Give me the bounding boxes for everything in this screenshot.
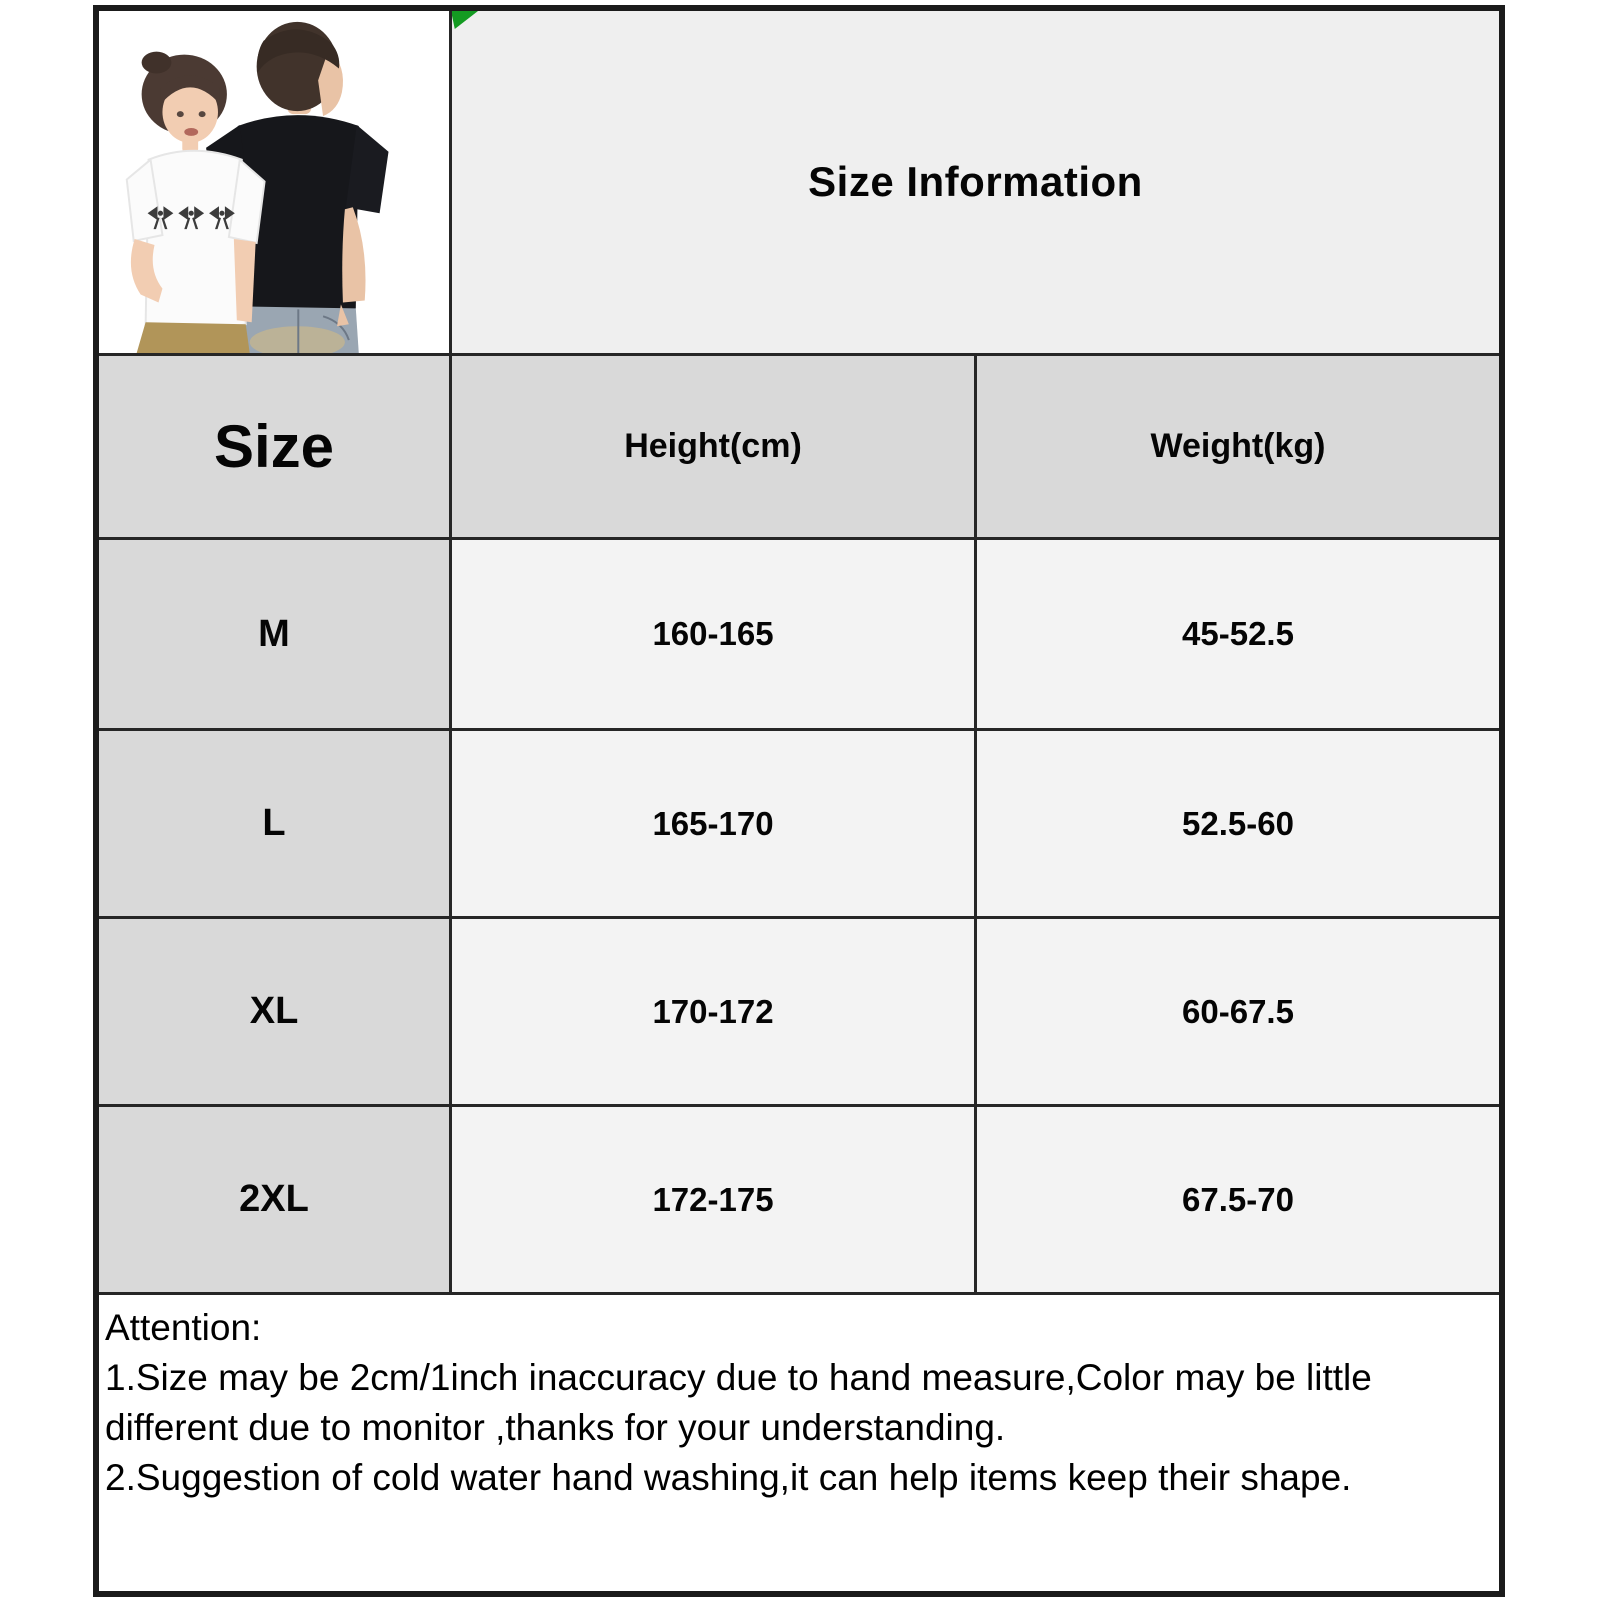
attention-note-2: 2.Suggestion of cold water hand washing,it can help items keep their shape. [105,1457,1352,1498]
attention-note-1: 1.Size may be 2cm/1inch inaccuracy due to hand measure,Color may be little different due to monitor ,thanks for your understanding. [105,1357,1372,1448]
row-xl-size-label: XL [99,919,452,1107]
attention-title: Attention: [105,1307,262,1348]
column-header-height: Height(cm) [452,356,977,540]
corner-marker-icon [452,11,478,29]
column-header-weight: Weight(kg) [977,356,1499,540]
column-header-size: Size [99,356,452,540]
row-2xl-height-value: 172-175 [452,1107,977,1295]
row-2xl-size-label: 2XL [99,1107,452,1295]
size-information-header [452,11,1499,356]
product-photo [99,11,452,356]
row-xl-height-value: 170-172 [452,919,977,1107]
row-2xl-weight-value: 67.5-70 [977,1107,1499,1295]
page-title: Size Information [808,158,1143,205]
attention-section [99,1295,1499,1591]
row-m-height-value: 160-165 [452,540,977,731]
row-l-size-label: L [99,731,452,919]
row-m-size-label: M [99,540,452,731]
row-m-weight-value: 45-52.5 [977,540,1499,731]
size-table [93,5,1505,1597]
couple-tshirt-illustration [99,11,449,353]
row-xl-weight-value: 60-67.5 [977,919,1499,1107]
row-l-weight-value: 52.5-60 [977,731,1499,919]
row-l-height-value: 165-170 [452,731,977,919]
